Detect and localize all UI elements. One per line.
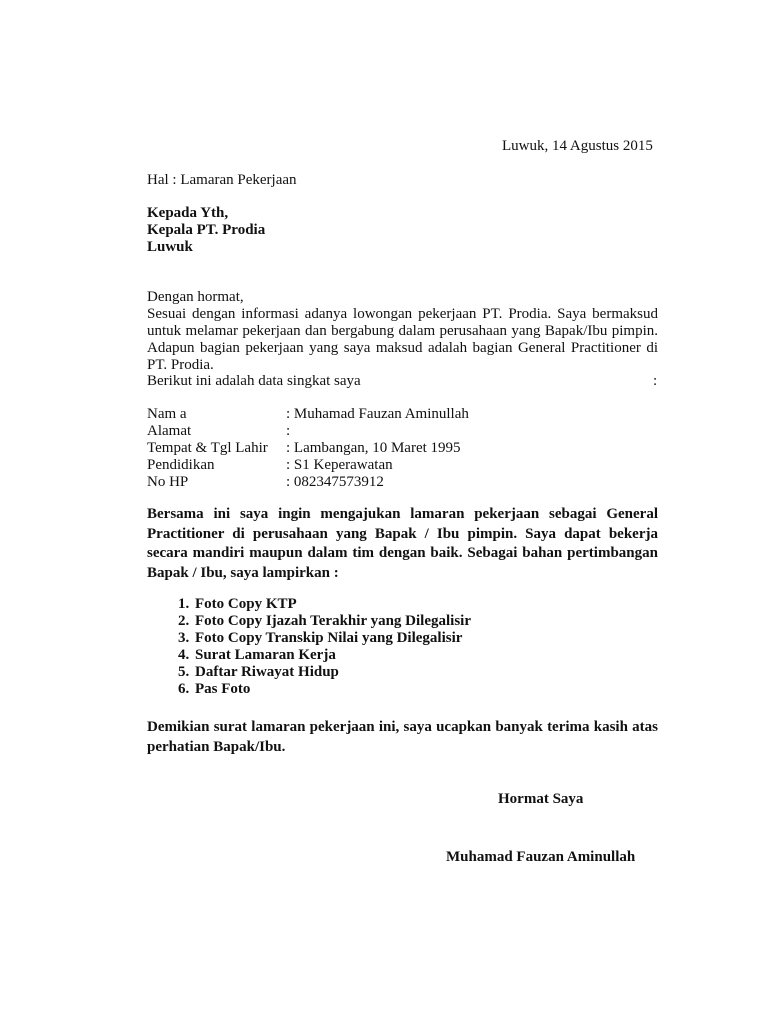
data-value-education: : S1 Keperawatan [286, 457, 393, 473]
recipient-line-2: Kepala PT. Prodia [147, 222, 266, 238]
data-intro: Berikut ini adalah data singkat saya [147, 373, 361, 389]
attachment-item: 5. Daftar Riwayat Hidup [193, 664, 471, 681]
attachment-item: 3. Foto Copy Transkip Nilai yang Dilegalisir [193, 630, 471, 647]
place-date: Luwuk, 14 Agustus 2015 [502, 138, 653, 154]
attachment-item: 1. Foto Copy KTP [193, 596, 471, 613]
intro-paragraph: Sesuai dengan informasi adanya lowongan pekerjaan PT. Prodia. Saya bermaksud untuk melamar pekerjaan dan bergabung dalam perusahaan yang Bapak/Ibu pimpin. Adapun bagian pekerjaan yang saya maksud adalah bagian General Practitioner di PT. Prodia. [147, 306, 658, 373]
data-value-birth: : Lambangan, 10 Maret 1995 [286, 440, 461, 456]
data-label-address: Alamat [147, 423, 192, 439]
subject-line: Hal : Lamaran Pekerjaan [147, 172, 297, 188]
recipient-line-3: Luwuk [147, 239, 193, 255]
recipient-line-1: Kepada Yth, [147, 205, 229, 221]
data-value-name: : Muhamad Fauzan Aminullah [286, 406, 469, 422]
sign-off: Hormat Saya [498, 791, 584, 807]
data-label-phone: No HP [147, 474, 189, 490]
signer-name: Muhamad Fauzan Aminullah [446, 849, 636, 865]
attachment-item: 6. Pas Foto [193, 681, 471, 698]
data-label-education: Pendidikan [147, 457, 215, 473]
data-value-phone: : 082347573912 [286, 474, 384, 490]
data-value-address: : [286, 423, 291, 439]
greeting: Dengan hormat, [147, 289, 244, 305]
data-label-birth: Tempat & Tgl Lahir [147, 440, 268, 456]
data-label-name: Nam a [147, 406, 187, 422]
attachment-list [147, 596, 471, 698]
attachment-item: 4. Surat Lamaran Kerja [193, 647, 471, 664]
body-paragraph: Bersama ini saya ingin mengajukan lamaran pekerjaan sebagai General Practitioner di perusahaan yang Bapak / Ibu pimpin. Saya dapat bekerja secara mandiri maupun dalam tim dengan baik. Sebagai bahan pertimbangan Bapak / Ibu, saya lampirkan : [147, 506, 658, 581]
attachment-item: 2. Foto Copy Ijazah Terakhir yang Dilegalisir [193, 613, 471, 630]
closing-paragraph: Demikian surat lamaran pekerjaan ini, saya ucapkan banyak terima kasih atas perhatian Bapak/Ibu. [147, 719, 658, 755]
data-intro-colon: : [653, 373, 658, 389]
